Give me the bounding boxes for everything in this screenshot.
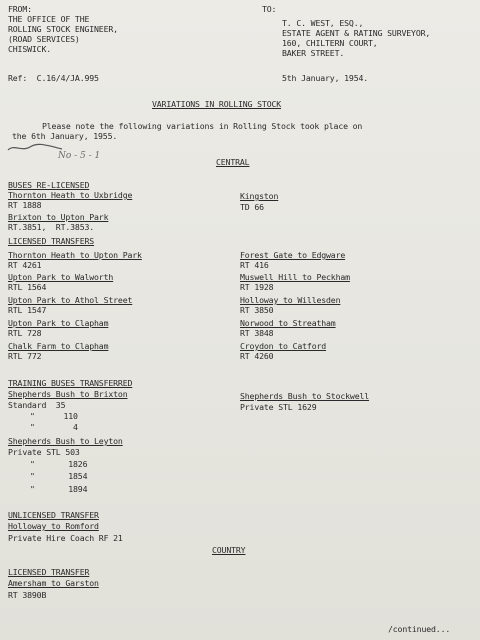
transfer-right-route-2: Muswell Hill to Peckham [240, 272, 350, 282]
transfer-right-route-1: Forest Gate to Edgware [240, 250, 346, 260]
central-heading: CENTRAL [216, 157, 250, 167]
transfer-left-vehicle-3: RTL 1547 [8, 305, 47, 315]
transfer-right-vehicle-5: RT 4260 [240, 351, 274, 361]
relicensed-route-2: Brixton to Upton Park [8, 212, 109, 222]
to-label: TO: [262, 4, 277, 14]
from-line-2: ROLLING STOCK ENGINEER, [8, 24, 118, 34]
transfer-right-route-5: Croydon to Catford [240, 341, 327, 351]
training-right-route: Shepherds Bush to Stockwell [240, 391, 370, 401]
to-line-3: 160, CHILTERN COURT, [282, 38, 378, 48]
transfer-left-route-3: Upton Park to Athol Street [8, 295, 133, 305]
from-label: FROM: [8, 4, 32, 14]
unlicensed-route: Holloway to Romford [8, 521, 99, 531]
training-right-line: Private STL 1629 [240, 402, 317, 412]
transfer-right-vehicle-1: RT 416 [240, 260, 269, 270]
unlicensed-line: Private Hire Coach RF 21 [8, 533, 123, 543]
unlicensed-transfer-heading: UNLICENSED TRANSFER [8, 510, 99, 520]
to-line-2: ESTATE AGENT & RATING SURVEYOR, [282, 28, 431, 38]
continued-note: /continued... [388, 624, 451, 634]
handwritten-squiggle-icon [6, 141, 66, 155]
from-line-1: THE OFFICE OF THE [8, 14, 90, 24]
transfer-left-route-2: Upton Park to Walworth [8, 272, 114, 282]
training-route-2: Shepherds Bush to Leyton [8, 436, 123, 446]
buses-relicensed-heading: BUSES RE-LICENSED [8, 180, 90, 190]
transfer-left-vehicle-4: RTL 728 [8, 328, 42, 338]
relicensed-vehicle-2: RT.3851, RT.3853. [8, 222, 95, 232]
relicensed-right-route: Kingston [240, 191, 279, 201]
document-title: VARIATIONS IN ROLLING STOCK [152, 99, 282, 109]
intro-line-1: Please note the following variations in Rolling Stock took place on [42, 121, 363, 131]
training-buses-heading: TRAINING BUSES TRANSFERRED [8, 378, 133, 388]
training-route-1: Shepherds Bush to Brixton [8, 389, 128, 399]
from-line-3: (ROAD SERVICES) [8, 34, 80, 44]
country-transfer-heading: LICENSED TRANSFER [8, 567, 90, 577]
relicensed-route-1: Thornton Heath to Uxbridge [8, 190, 133, 200]
country-transfer-vehicle: RT 3890B [8, 590, 47, 600]
letter-date: 5th January, 1954. [282, 73, 369, 83]
licensed-transfers-heading: LICENSED TRANSFERS [8, 236, 95, 246]
training-line-6: " 1854 [30, 471, 88, 481]
training-line-7: " 1894 [30, 484, 88, 494]
from-line-4: CHISWICK. [8, 44, 52, 54]
transfer-left-route-4: Upton Park to Clapham [8, 318, 109, 328]
transfer-right-route-4: Norwood to Streatham [240, 318, 336, 328]
to-line-4: BAKER STREET. [282, 48, 345, 58]
transfer-right-vehicle-4: RT 3848 [240, 328, 274, 338]
transfer-right-route-3: Holloway to Willesden [240, 295, 341, 305]
transfer-right-vehicle-3: RT 3850 [240, 305, 274, 315]
transfer-right-vehicle-2: RT 1928 [240, 282, 274, 292]
relicensed-vehicle-1: RT 1888 [8, 200, 42, 210]
training-line-1: Standard 35 [8, 400, 66, 410]
handwritten-note: No - 5 - 1 [58, 151, 101, 161]
transfer-left-vehicle-5: RTL 772 [8, 351, 42, 361]
training-line-4: Private STL 503 [8, 447, 80, 457]
transfer-left-route-1: Thornton Heath to Upton Park [8, 250, 142, 260]
country-transfer-route: Amersham to Garston [8, 578, 99, 588]
relicensed-right-vehicle: TD 66 [240, 202, 264, 212]
intro-line-2: the 6th January, 1955. [12, 131, 118, 141]
training-line-3: " 4 [30, 422, 78, 432]
transfer-left-vehicle-1: RT 4261 [8, 260, 42, 270]
training-line-2: " 110 [30, 411, 78, 421]
training-line-5: " 1826 [30, 459, 88, 469]
to-line-1: T. C. WEST, ESQ., [282, 18, 364, 28]
transfer-left-vehicle-2: RTL 1564 [8, 282, 47, 292]
country-heading: COUNTRY [212, 545, 246, 555]
reference-number: Ref: C.16/4/JA.995 [8, 73, 99, 83]
transfer-left-route-5: Chalk Farm to Clapham [8, 341, 109, 351]
